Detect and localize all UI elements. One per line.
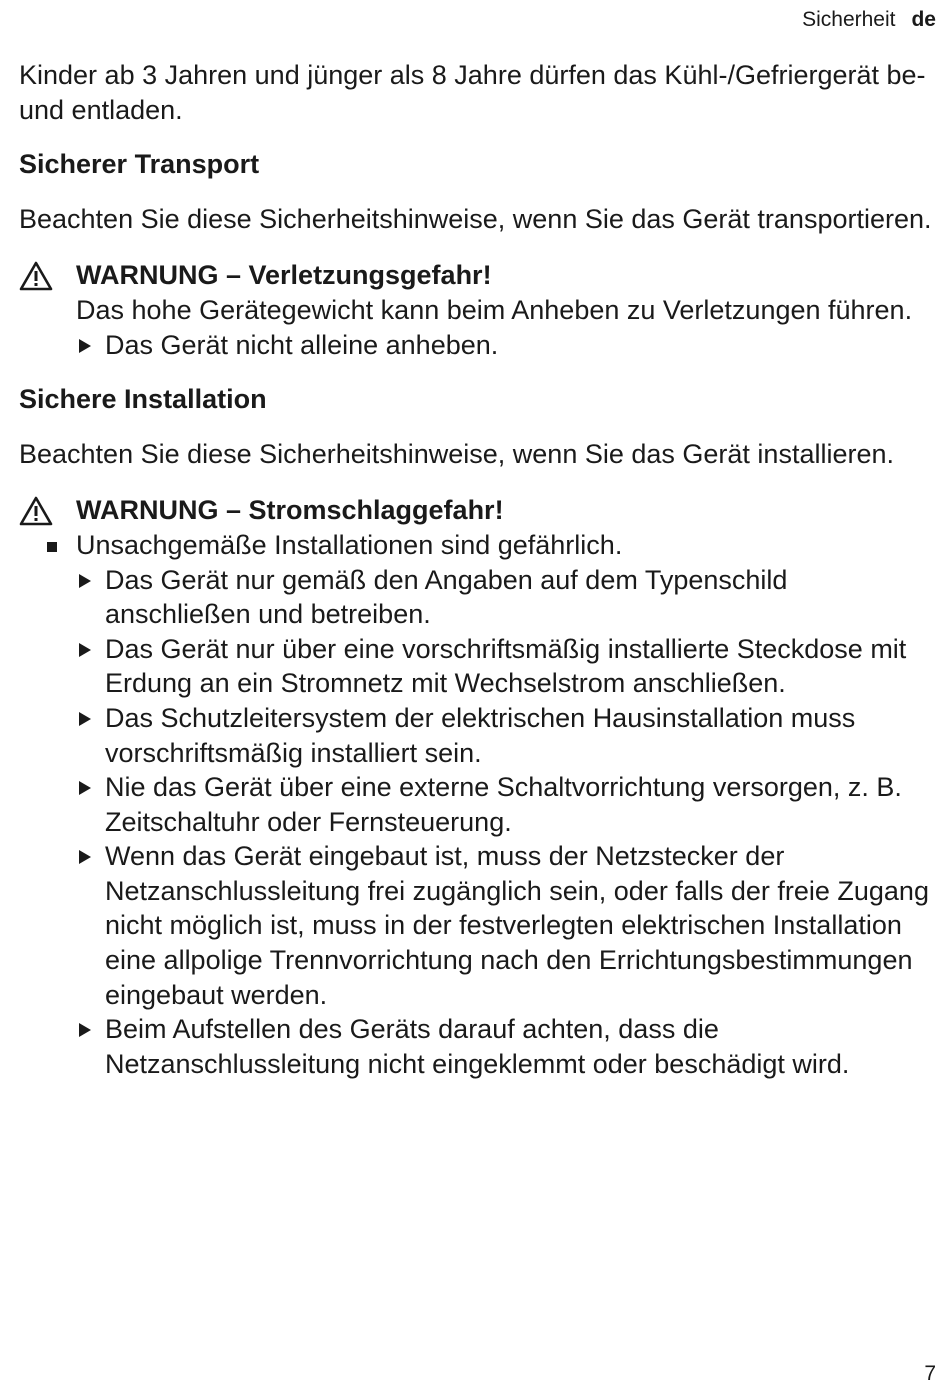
installation-section-title: Sichere Installation <box>19 384 267 415</box>
installation-step-text: Beim Aufstellen des Geräts darauf achten, dass die Netzanschlussleitung nicht eingeklemmt oder beschädigt wird. <box>105 1014 850 1079</box>
installation-step <box>76 770 935 839</box>
square-bullet-icon <box>47 542 57 552</box>
page-content <box>19 58 935 1081</box>
transport-warning-text: Das hohe Gerätegewicht kann beim Anheben zu Verletzungen führen. <box>76 294 913 325</box>
installation-warning <box>19 493 935 1081</box>
installation-warning-title: WARNUNG – Stromschlaggefahr! <box>76 495 504 526</box>
header-language-label: de <box>911 8 936 31</box>
installation-bullet-text: Unsachgemäße Installationen sind gefährlich. <box>76 529 623 560</box>
transport-warning-title: WARNUNG – Verletzungsgefahr! <box>76 260 492 291</box>
transport-paragraph: Beachten Sie diese Sicherheitshinweise, wenn Sie das Gerät transportieren. <box>19 203 932 234</box>
installation-step-text: Das Gerät nur gemäß den Angaben auf dem Typenschild anschließen und betreiben. <box>105 564 788 630</box>
step-arrow-icon <box>79 850 91 864</box>
step-arrow-icon <box>79 781 91 795</box>
installation-bullet <box>76 528 935 563</box>
installation-step <box>76 563 935 632</box>
installation-paragraph: Beachten Sie diese Sicherheitshinweise, wenn Sie das Gerät installieren. <box>19 438 894 469</box>
page-number: 7 <box>924 1362 936 1385</box>
installation-step <box>76 632 935 701</box>
step-arrow-icon <box>79 712 91 726</box>
page-header <box>802 6 936 34</box>
transport-warning <box>19 258 935 362</box>
transport-step-text: Das Gerät nicht alleine anheben. <box>105 329 499 360</box>
installation-step <box>76 1012 935 1081</box>
installation-step-text: Das Schutzleitersystem der elektrischen Hausinstallation muss vorschriftsmäßig installiert sein. <box>105 702 856 768</box>
intro-paragraph: Kinder ab 3 Jahren und jünger als 8 Jahre dürfen das Kühl-/Gefriergerät be- und entladen. <box>19 60 926 125</box>
installation-step-text: Das Gerät nur über eine vorschriftsmäßig installierte Steckdose mit Erdung an ein Stromnetz mit Wechselstrom anschließen. <box>105 633 907 699</box>
step-arrow-icon <box>79 574 91 588</box>
step-arrow-icon <box>79 339 91 353</box>
step-arrow-icon <box>79 1023 91 1037</box>
warning-triangle-icon <box>19 496 53 526</box>
installation-step <box>76 839 935 1012</box>
installation-step-text: Nie das Gerät über eine externe Schaltvorrichtung versorgen, z. B. Zeitschaltuhr oder Fernsteuerung. <box>105 772 902 837</box>
installation-step-text: Wenn das Gerät eingebaut ist, muss der Netzstecker der Netzanschlussleitung frei zugänglich sein, oder falls der freie Zugang nicht möglich ist, muss in der festverlegten elektrischen Installation eine allpolige Trennvorrichtung nach den Errichtungsbestimmungen eingebaut werden. <box>105 841 929 1010</box>
header-section-label: Sicherheit <box>802 8 896 31</box>
transport-section-title: Sicherer Transport <box>19 149 260 180</box>
installation-step <box>76 701 935 770</box>
transport-step <box>76 328 935 363</box>
warning-triangle-icon <box>19 261 53 291</box>
step-arrow-icon <box>79 643 91 657</box>
